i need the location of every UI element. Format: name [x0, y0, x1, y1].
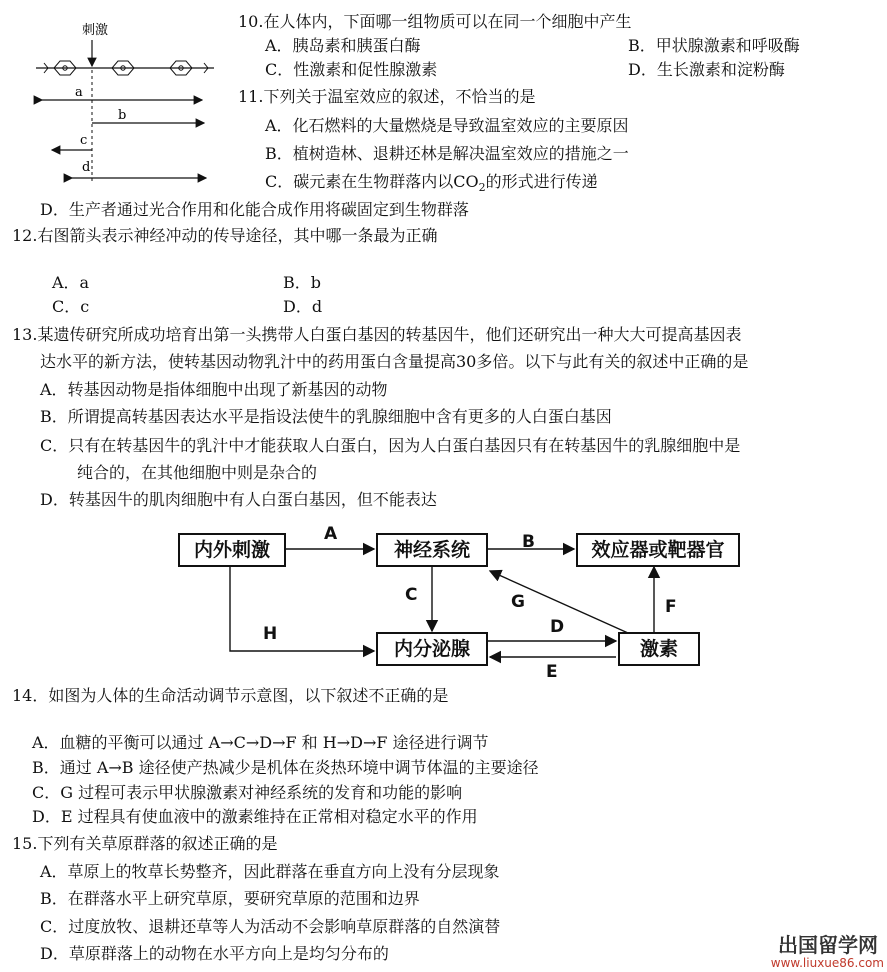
- q13-option-b[interactable]: B．所谓提高转基因表达水平是指设法使牛的乳腺细胞中含有更多的人白蛋白基因: [40, 407, 612, 426]
- q14-stem: 14．如图为人体的生命活动调节示意图，以下叙述不正确的是: [12, 686, 449, 705]
- q10-stem: 10.在人体内，下面哪一组物质可以在同一个细胞中产生: [238, 12, 632, 31]
- q12-stem: 12.右图箭头表示神经冲动的传导途径，其中哪一条最为正确: [12, 226, 438, 245]
- q13-option-d[interactable]: D．转基因牛的肌肉细胞中有人白蛋白基因，但不能表达: [40, 490, 437, 509]
- q13-option-a[interactable]: A．转基因动物是指体细胞中出现了新基因的动物: [40, 380, 388, 399]
- endocrine-gland-node: 内分泌腺: [376, 632, 488, 666]
- q11-option-c-text-end: 的形式进行传递: [485, 172, 598, 191]
- edge-e-label: E: [546, 662, 558, 682]
- nervous-system-node: 神经系统: [376, 533, 488, 567]
- arrow-a-label: a: [75, 85, 83, 100]
- q10-option-a[interactable]: A．胰岛素和胰蛋白酶: [265, 36, 421, 55]
- q14-option-b[interactable]: B．通过 A→B 途径使产热减少是机体在炎热环境中调节体温的主要途径: [32, 758, 539, 777]
- effector-node: 效应器或靶器官: [576, 533, 740, 567]
- q13-stem-line2: 达水平的新方法，使转基因动物乳汁中的药用蛋白含量提高30多倍。以下与此有关的叙述中正确的是: [40, 352, 749, 371]
- edge-d-label: D: [550, 617, 565, 637]
- q15-stem: 15.下列有关草原群落的叙述正确的是: [12, 834, 278, 853]
- arrow-d-label: d: [82, 160, 91, 175]
- q14-option-d[interactable]: D．E 过程具有使血液中的激素维持在正常相对稳定水平的作用: [32, 807, 478, 826]
- q10-option-d[interactable]: D．生长激素和淀粉酶: [628, 60, 785, 79]
- edge-h-label: H: [263, 624, 278, 644]
- edge-f-label: F: [665, 597, 677, 617]
- q15-option-b[interactable]: B．在群落水平上研究草原，要研究草原的范围和边界: [40, 889, 420, 908]
- edge-c-label: C: [405, 585, 418, 605]
- q10-option-c[interactable]: C．性激素和促性腺激素: [265, 60, 438, 79]
- q12-option-c[interactable]: C．c: [52, 297, 90, 316]
- edge-b-label: B: [522, 532, 535, 552]
- hormone-node: 激素: [618, 632, 700, 666]
- edge-g-label: G: [511, 592, 525, 612]
- q11-option-b[interactable]: B．植树造林、退耕还林是解决温室效应的措施之一: [265, 144, 629, 163]
- q11-option-c-text: C．碳元素在生物群落内以CO: [265, 172, 479, 191]
- q13-stem-line1: 13.某遗传研究所成功培育出第一头携带人白蛋白基因的转基因牛，他们还研究出一种大大可提高基因表: [12, 325, 742, 344]
- q12-option-a[interactable]: A．a: [52, 273, 90, 292]
- q14-option-a[interactable]: A．血糖的平衡可以通过 A→C→D→F 和 H→D→F 途径进行调节: [32, 733, 489, 752]
- watermark-brand: 出国留学网: [778, 933, 878, 957]
- q11-option-c-subscript: 2: [478, 181, 486, 195]
- nerve-conduction-figure: [30, 8, 230, 188]
- arrow-c-label: c: [80, 133, 88, 148]
- q15-option-d[interactable]: D．草原群落上的动物在水平方向上是均匀分布的: [40, 944, 389, 963]
- q11-option-c[interactable]: [265, 172, 598, 198]
- q12-option-b[interactable]: B．b: [283, 273, 322, 292]
- q13-option-c-line1[interactable]: C．只有在转基因牛的乳汁中才能获取人白蛋白，因为人白蛋白基因只有在转基因牛的乳腺细胞中是: [40, 436, 741, 455]
- q11-option-d[interactable]: D．生产者通过光合作用和化能合成作用将碳固定到生物群落: [40, 200, 469, 219]
- q13-option-c-line2: 纯合的，在其他细胞中则是杂合的: [77, 463, 318, 482]
- watermark-url: www.liuxue86.com: [770, 956, 884, 970]
- q15-option-c[interactable]: C．过度放牧、退耕还草等人为活动不会影响草原群落的自然演替: [40, 917, 501, 936]
- edge-a-label: A: [324, 524, 338, 544]
- q11-option-a[interactable]: A．化石燃料的大量燃烧是导致温室效应的主要原因: [265, 116, 629, 135]
- watermark: [726, 934, 884, 970]
- q10-option-b[interactable]: B．甲状腺激素和呼吸酶: [628, 36, 800, 55]
- q15-option-a[interactable]: A．草原上的牧草长势整齐，因此群落在垂直方向上没有分层现象: [40, 862, 500, 881]
- stimulus-node: 内外刺激: [178, 533, 286, 567]
- q12-option-d[interactable]: D．d: [283, 297, 323, 316]
- q14-option-c[interactable]: C．G 过程可表示甲状腺激素对神经系统的发育和功能的影响: [32, 783, 463, 802]
- arrow-b-label: b: [118, 108, 127, 123]
- q11-stem: 11.下列关于温室效应的叙述，不恰当的是: [238, 87, 536, 106]
- stimulus-label: 刺激: [82, 23, 109, 38]
